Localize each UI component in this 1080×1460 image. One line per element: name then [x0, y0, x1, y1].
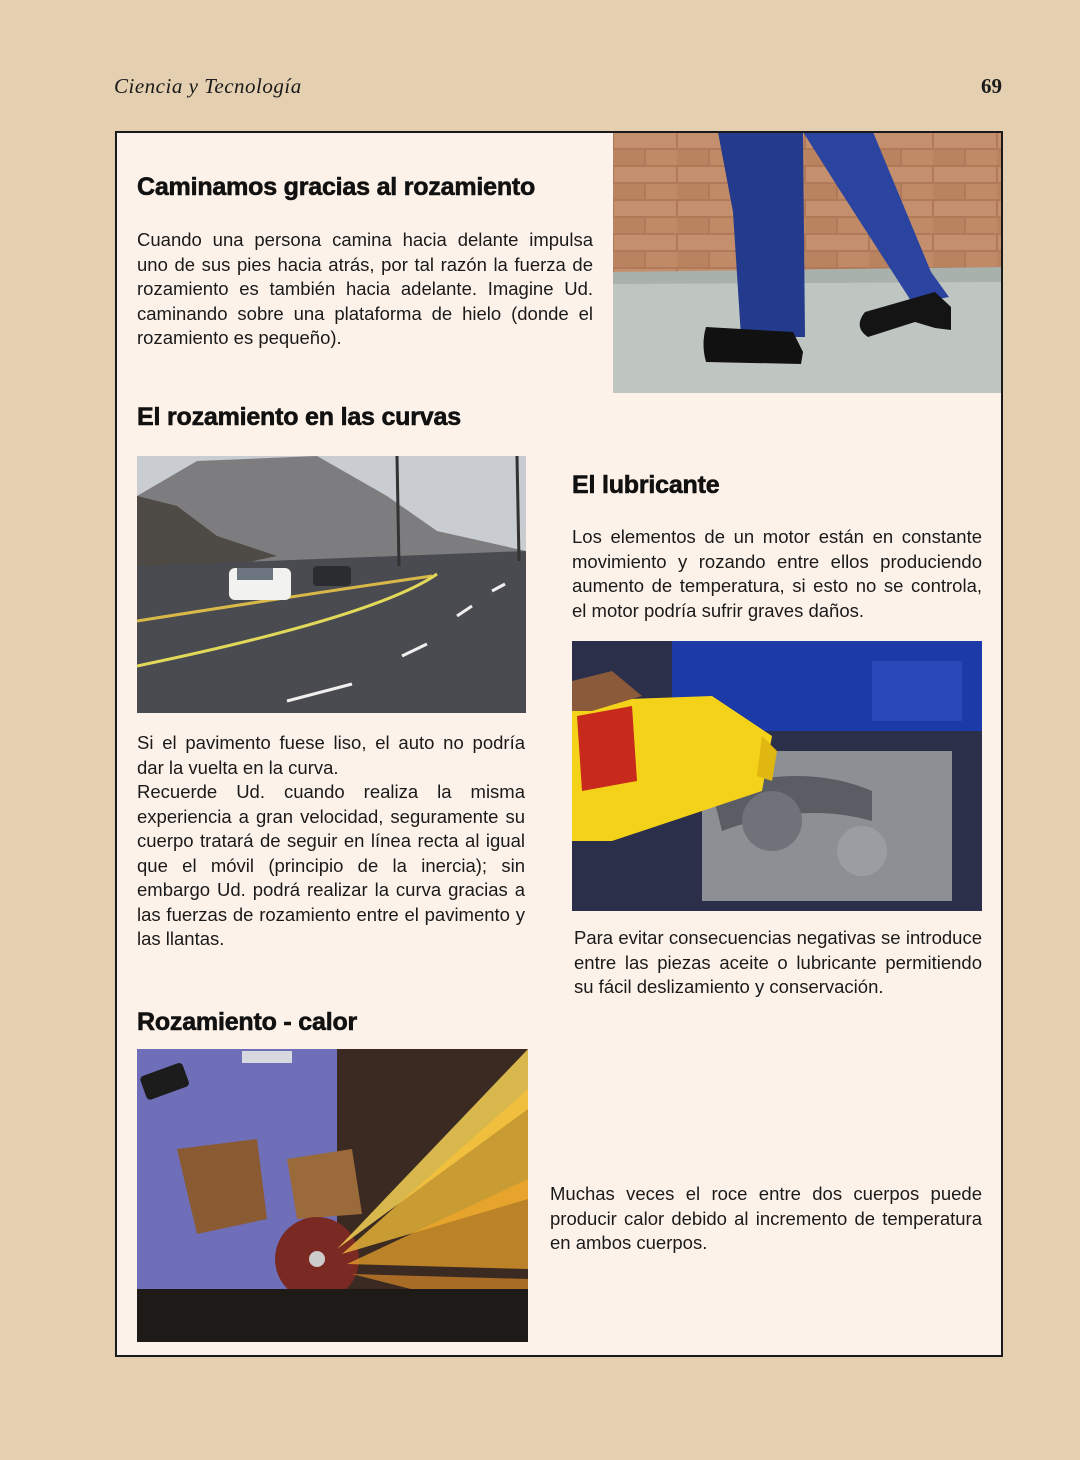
heading-calor: Rozamiento - calor	[137, 1008, 358, 1036]
paragraph-lubricante: Los elementos de un motor están en constante movimiento y rozando entre ellos produciendo aumento de temperatura, si esto no se controla, el motor podría sufrir graves daños.	[572, 526, 982, 621]
paragraph-caminamos: Cuando una persona camina hacia delante impulsa uno de sus pies hacia atrás, por tal razón la fuerza de rozamiento es también hacia adelante. Imagine Ud. caminando sobre una plataforma de hielo (donde el rozamiento es pequeño).	[137, 229, 593, 348]
heading-caminamos: Caminamos gracias al rozamiento	[137, 173, 536, 201]
caption-lubricante: Para evitar consecuencias negativas se introduce entre las piezas aceite o lubricante permitiendo su fácil deslizamiento y conservación.	[574, 927, 982, 997]
paragraph-calor: Muchas veces el roce entre dos cuerpos puede producir calor debido al incremento de temperatura en ambos cuerpos.	[550, 1183, 982, 1253]
photo-road-curve	[137, 456, 526, 713]
running-header-title: Ciencia y Tecnología	[114, 74, 302, 98]
heading-lubricante: El lubricante	[572, 471, 720, 499]
content-panel	[115, 131, 1003, 1357]
photo-walking-feet	[613, 132, 1001, 393]
paragraph-curvas-2: Recuerde Ud. cuando realiza la misma experiencia a gran velocidad, seguramente su cuerpo tratará de seguir en línea recta al igual que el móvil (principio de la inercia); sin embargo Ud. podrá realizar la curva gracias a las fuerzas de rozamiento entre el pavimento y las llantas.	[137, 781, 525, 949]
page-number: 69	[981, 74, 1002, 98]
photo-engine-lubricant	[572, 641, 982, 911]
photo-grinder-sparks	[137, 1049, 528, 1342]
heading-curvas: El rozamiento en las curvas	[137, 403, 461, 431]
paragraph-curvas-1: Si el pavimento fuese liso, el auto no podría dar la vuelta en la curva.	[137, 732, 525, 778]
